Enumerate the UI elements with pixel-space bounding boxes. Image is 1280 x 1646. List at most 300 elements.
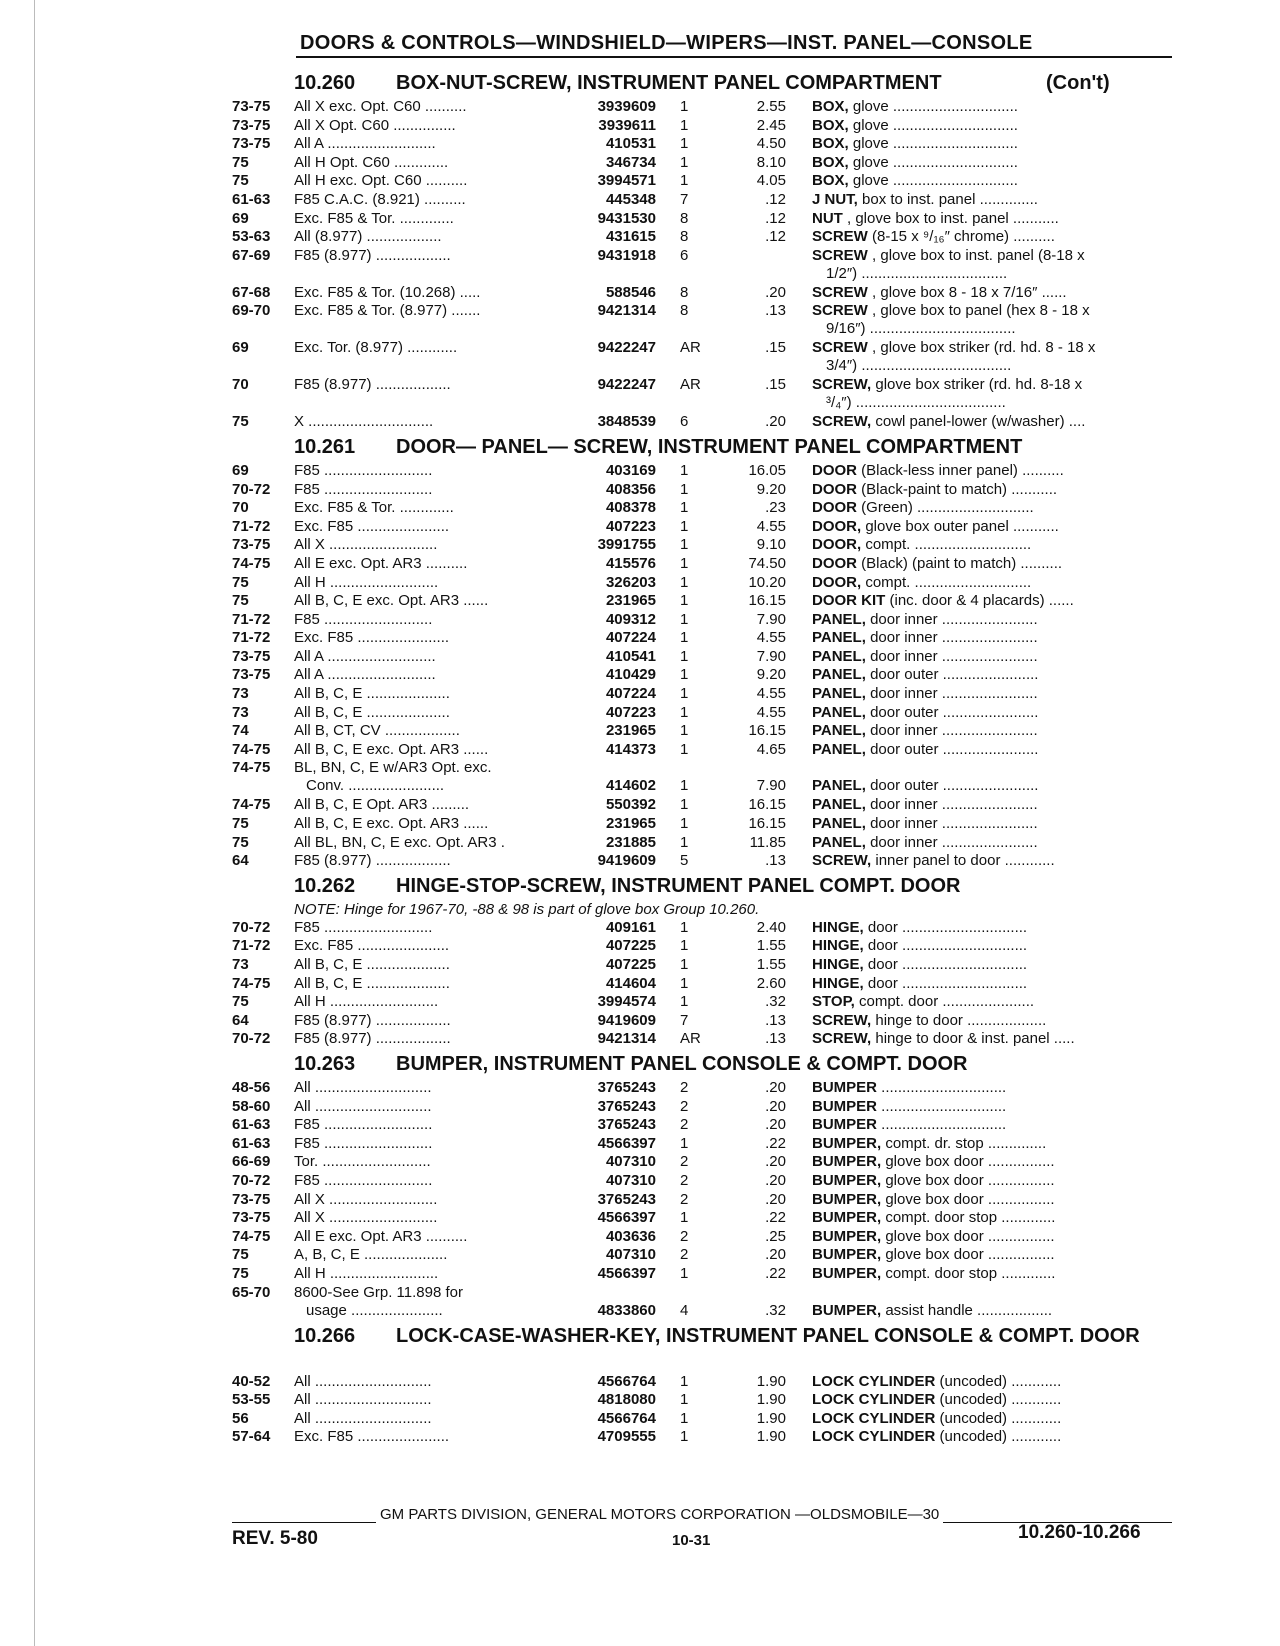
model-years: 74 (232, 722, 249, 740)
price: .12 (765, 209, 786, 227)
part-number: 4833860 (597, 1301, 656, 1319)
description (812, 499, 1172, 517)
part-number: 4566397 (597, 1134, 656, 1152)
part-number: 3939611 (598, 116, 656, 134)
description-head: SCREW (812, 246, 868, 264)
quantity: 2 (680, 1078, 689, 1096)
application: All (8.977) .................. (294, 228, 442, 246)
part-row (0, 611, 1280, 630)
description-text: compt. ............................ (861, 573, 1032, 591)
description (812, 1209, 1172, 1227)
description (812, 741, 1172, 759)
quantity: 1 (680, 777, 689, 795)
description-text: door .............................. (863, 956, 1028, 973)
application: All H Opt. C60 ............. (294, 153, 449, 171)
application: F85 C.A.C. (8.921) .......... (294, 190, 466, 208)
model-years: 70-72 (232, 1171, 271, 1189)
application: F85 (8.977) .................. (294, 1011, 451, 1029)
application: All B, C, E .................... (294, 956, 450, 973)
price: 7.90 (756, 610, 786, 628)
application: All ............................ (294, 1372, 432, 1390)
part-number: 407224 (605, 685, 656, 703)
part-row (0, 1116, 1280, 1135)
quantity: 1 (680, 1409, 689, 1427)
description-head: PANEL, (812, 722, 866, 740)
description-text: door inner ....................... (865, 610, 1038, 628)
application: F85 (8.977) .................. (294, 376, 451, 394)
section-title: BUMPER, INSTRUMENT PANEL CONSOLE & COMPT. DOOR (396, 1052, 968, 1075)
part-number: 9419609 (597, 1011, 656, 1029)
price: 4.55 (756, 517, 786, 535)
description (812, 937, 1172, 955)
application: All A .......................... (294, 647, 436, 665)
part-row (0, 796, 1280, 815)
description-head: LOCK CYLINDER (812, 1391, 936, 1409)
description (812, 1228, 1172, 1246)
model-years: 73-75 (232, 536, 271, 554)
description-text: (Black-less inner panel) .......... (857, 461, 1064, 479)
section-number: 10.261 (294, 435, 356, 458)
section-title: BOX-NUT-SCREW, INSTRUMENT PANEL COMPARTMENT (396, 72, 942, 94)
application: Exc. F85 & Tor. (10.268) ..... (294, 283, 481, 301)
description-head: LOCK CYLINDER (812, 1409, 936, 1427)
section-title: DOOR— PANEL— SCREW, INSTRUMENT PANEL COMPARTMENT (396, 435, 1023, 458)
description (812, 611, 1172, 629)
model-years: 61-63 (232, 1134, 271, 1152)
description (812, 592, 1172, 610)
application: All H exc. Opt. C60 .......... (294, 172, 468, 190)
part-number: 3991755 (597, 536, 656, 554)
description-text: glove box door ................ (881, 1246, 1055, 1264)
part-row (0, 191, 1280, 210)
description-head: NUT (812, 209, 843, 227)
description (812, 339, 1172, 357)
part-number: 588546 (605, 283, 656, 301)
part-row (0, 685, 1280, 704)
description (812, 1172, 1172, 1190)
part-row (0, 1228, 1280, 1247)
description-head: BOX, (812, 172, 849, 190)
application: F85 (8.977) .................. (294, 852, 451, 870)
description-continued: 1/2″) ................................... (826, 264, 1008, 282)
quantity: AR (680, 376, 701, 394)
quantity: 1 (680, 703, 689, 721)
model-years: 58-60 (232, 1097, 271, 1115)
description-text: door .............................. (863, 918, 1028, 936)
part-number: 9422247 (597, 339, 656, 357)
description-text: , glove box to inst. panel (8-18 x (867, 246, 1085, 264)
application: All A .......................... (294, 666, 436, 684)
quantity: 2 (680, 1171, 689, 1189)
price: 1.90 (756, 1409, 786, 1427)
price: .20 (765, 1153, 786, 1171)
price: .20 (765, 283, 786, 301)
description-text: cowl panel-lower (w/washer) .... (871, 413, 1086, 431)
model-years: 73 (232, 956, 249, 973)
price: 2.40 (756, 918, 786, 936)
quantity: 1 (680, 1209, 689, 1227)
description (812, 704, 1172, 722)
description (812, 481, 1172, 499)
part-number: 409312 (605, 610, 656, 628)
description-head: PANEL, (812, 740, 866, 758)
description-text: glove box door ................ (881, 1153, 1055, 1171)
part-row (0, 722, 1280, 741)
application: BL, BN, C, E w/AR3 Opt. exc. (294, 759, 492, 777)
description-text: glove .............................. (848, 135, 1018, 153)
price: .20 (765, 1116, 786, 1134)
description (812, 1012, 1172, 1030)
description (812, 574, 1172, 592)
application: All B, C, E .................... (294, 974, 450, 992)
model-years: 66-69 (232, 1153, 271, 1171)
model-years: 70-72 (232, 918, 271, 936)
description (812, 1098, 1172, 1116)
part-number: 4566764 (597, 1409, 656, 1427)
description-text: door outer ....................... (865, 777, 1039, 795)
price: .23 (765, 499, 786, 517)
section-note (0, 901, 1280, 919)
part-row (0, 1246, 1280, 1265)
part-row (0, 339, 1280, 376)
part-number: 3765243 (597, 1190, 656, 1208)
price: .20 (765, 1246, 786, 1264)
application: F85 (8.977) .................. (294, 1030, 451, 1048)
application: All ............................ (294, 1078, 432, 1096)
quantity: 1 (680, 98, 689, 115)
quantity: 1 (680, 629, 689, 647)
quantity: 1 (680, 1264, 689, 1282)
part-number: 3765243 (597, 1116, 656, 1134)
description-text: glove .............................. (848, 153, 1018, 171)
model-years: 74-75 (232, 554, 271, 572)
quantity: 2 (680, 1097, 689, 1115)
part-number: 231965 (605, 722, 656, 740)
description-head: DOOR (812, 554, 857, 572)
description (812, 284, 1172, 302)
price: 1.55 (756, 937, 786, 955)
description-head: BUMPER, (812, 1134, 882, 1152)
description (812, 1030, 1172, 1048)
part-number: 9419609 (597, 852, 656, 870)
description-text: (Black-paint to match) ........... (857, 480, 1058, 498)
model-years: 73-75 (232, 1190, 271, 1208)
quantity: 1 (680, 647, 689, 665)
quantity: 1 (680, 517, 689, 535)
part-row (0, 154, 1280, 173)
price: 16.15 (748, 815, 786, 833)
description (812, 413, 1172, 431)
price: .13 (765, 1011, 786, 1029)
description-head: SCREW (812, 302, 868, 320)
description-head: STOP, (812, 993, 855, 1011)
part-number: 3765243 (597, 1078, 656, 1096)
price: 11.85 (749, 833, 786, 851)
description-head: PANEL, (812, 703, 866, 721)
description-text: glove .............................. (848, 98, 1018, 115)
quantity: 8 (680, 209, 689, 227)
price: .13 (765, 302, 786, 320)
section-header (0, 70, 1280, 98)
description-head: PANEL, (812, 685, 866, 703)
price: 2.60 (756, 974, 786, 992)
model-years: 73-75 (232, 666, 271, 684)
quantity: 1 (680, 918, 689, 936)
quantity: 8 (680, 228, 689, 246)
quantity: 1 (680, 480, 689, 498)
quantity: 6 (680, 246, 689, 264)
catalog-section (0, 1323, 1280, 1447)
quantity: 1 (680, 135, 689, 153)
price: .32 (765, 993, 786, 1011)
price: .15 (765, 339, 786, 357)
quantity: 8 (680, 283, 689, 301)
description-head: PANEL, (812, 647, 866, 665)
description (812, 1410, 1172, 1428)
description (812, 117, 1172, 135)
part-row (0, 518, 1280, 537)
model-years: 75 (232, 172, 249, 190)
part-number: 231965 (605, 592, 656, 610)
description-head: DOOR (812, 499, 857, 517)
description (812, 462, 1172, 480)
part-row (0, 956, 1280, 975)
model-years: 71-72 (232, 517, 271, 535)
part-row (0, 1284, 1280, 1321)
part-number: 550392 (605, 796, 656, 814)
description (812, 919, 1172, 937)
description-text: door inner ....................... (865, 685, 1038, 703)
model-years: 40-52 (232, 1372, 271, 1390)
part-number: 4566764 (597, 1372, 656, 1390)
description (812, 629, 1172, 647)
price: 4.55 (756, 629, 786, 647)
part-number: 407223 (605, 517, 656, 535)
quantity: 1 (680, 666, 689, 684)
application: All A .......................... (294, 135, 436, 153)
description-head: BUMPER, (812, 1246, 882, 1264)
description-continued: 3/4″) .................................... (826, 357, 1012, 375)
price: 2.45 (756, 116, 786, 134)
description (812, 796, 1172, 814)
section-continued: (Con't) (1046, 72, 1110, 94)
description-text: , glove box striker (rd. hd. 8 - 18 x (867, 339, 1096, 357)
part-number: 414604 (605, 974, 656, 992)
description-text: door inner ....................... (865, 647, 1038, 665)
quantity: 1 (680, 1428, 689, 1446)
description-text: , glove box to inst. panel ........... (842, 209, 1059, 227)
quantity: 7 (680, 190, 689, 208)
part-row (0, 1209, 1280, 1228)
description-text: glove .............................. (848, 172, 1018, 190)
part-row (0, 648, 1280, 667)
quantity: 1 (680, 172, 689, 190)
price: 7.90 (756, 777, 786, 795)
model-years: 67-68 (232, 283, 271, 301)
model-years: 64 (232, 852, 249, 870)
part-number: 3994574 (597, 993, 656, 1011)
description-text: compt. dr. stop .............. (881, 1134, 1047, 1152)
part-row (0, 1410, 1280, 1429)
model-years: 65-70 (232, 1283, 271, 1301)
application: F85 .......................... (294, 461, 433, 479)
section-number: 10.263 (294, 1052, 356, 1075)
description (812, 975, 1172, 993)
description (812, 1116, 1172, 1134)
description-head: HINGE, (812, 918, 864, 936)
description (812, 376, 1172, 394)
part-row (0, 376, 1280, 413)
part-number: 4566397 (597, 1264, 656, 1282)
footer-revision: REV. 5-80 (232, 1528, 318, 1549)
part-row (0, 834, 1280, 853)
description-head: DOOR, (812, 573, 862, 591)
model-years: 69 (232, 209, 249, 227)
part-number: 346734 (605, 153, 656, 171)
model-years: 75 (232, 153, 249, 171)
description (812, 852, 1172, 870)
description (812, 302, 1172, 320)
part-row (0, 1079, 1280, 1098)
description (812, 555, 1172, 573)
part-number: 9422247 (597, 376, 656, 394)
price: 9.20 (756, 666, 786, 684)
quantity: 1 (680, 796, 689, 814)
quantity: 5 (680, 852, 689, 870)
price: .12 (765, 190, 786, 208)
description (812, 956, 1172, 974)
description-text: compt. ............................ (861, 536, 1032, 554)
application: Exc. F85 ...................... (294, 1428, 450, 1446)
description-head: PANEL, (812, 610, 866, 628)
description-text: door inner ....................... (865, 833, 1038, 851)
description-text: (Green) ............................ (857, 499, 1034, 517)
description-head: LOCK CYLINDER (812, 1372, 936, 1390)
price: .32 (765, 1301, 786, 1319)
description-head: SCREW (812, 283, 868, 301)
part-row (0, 413, 1280, 432)
application-continued: Conv. ....................... (306, 777, 445, 795)
description (812, 1265, 1172, 1283)
part-row (0, 228, 1280, 247)
description-head: BUMPER, (812, 1301, 882, 1319)
application: Exc. F85 ...................... (294, 629, 450, 647)
model-years: 71-72 (232, 937, 271, 955)
model-years: 75 (232, 592, 249, 610)
part-number: 407310 (605, 1153, 656, 1171)
part-row (0, 666, 1280, 685)
application: All B, C, E exc. Opt. AR3 ...... (294, 592, 489, 610)
part-number: 410541 (605, 647, 656, 665)
price: 1.90 (756, 1372, 786, 1390)
price: 16.15 (748, 722, 786, 740)
price: 16.15 (748, 592, 786, 610)
description-text: glove box door ................ (881, 1227, 1055, 1245)
application: F85 .......................... (294, 610, 433, 628)
quantity: AR (680, 339, 701, 357)
section-header (0, 434, 1280, 462)
quantity: 1 (680, 610, 689, 628)
application: F85 .......................... (294, 1116, 433, 1134)
description (812, 815, 1172, 833)
description-text: hinge to door & inst. panel ..... (871, 1030, 1075, 1048)
model-years: 57-64 (232, 1428, 271, 1446)
quantity: 1 (680, 993, 689, 1011)
part-row (0, 937, 1280, 956)
catalog-section (0, 1051, 1280, 1321)
price: .20 (765, 413, 786, 431)
footer-page-number: 10-31 (672, 1532, 711, 1549)
part-row (0, 852, 1280, 871)
part-row (0, 1098, 1280, 1117)
model-years: 69-70 (232, 302, 271, 320)
application: All E exc. Opt. AR3 .......... (294, 1227, 468, 1245)
price: 74.50 (748, 554, 786, 572)
application: All B, C, E .................... (294, 703, 450, 721)
application: Exc. F85 ...................... (294, 517, 450, 535)
part-number: 408378 (605, 499, 656, 517)
quantity: 1 (680, 722, 689, 740)
price: 7.90 (756, 647, 786, 665)
part-row (0, 117, 1280, 136)
price: .22 (765, 1134, 786, 1152)
application: All B, C, E exc. Opt. AR3 ...... (294, 815, 489, 833)
model-years: 56 (232, 1409, 249, 1427)
part-number: 9421314 (597, 302, 656, 320)
quantity: 1 (680, 116, 689, 134)
model-years: 48-56 (232, 1078, 271, 1096)
part-row (0, 919, 1280, 938)
description-head: PANEL, (812, 666, 866, 684)
part-number: 407225 (605, 937, 656, 955)
model-years: 73-75 (232, 647, 271, 665)
application: All X .......................... (294, 536, 438, 554)
description-head: HINGE, (812, 974, 864, 992)
part-row (0, 1030, 1280, 1049)
part-number: 403636 (605, 1227, 656, 1245)
description (812, 1191, 1172, 1209)
description-head: SCREW (812, 339, 868, 357)
model-years: 71-72 (232, 629, 271, 647)
part-number: 3848539 (597, 413, 656, 431)
part-row (0, 1373, 1280, 1392)
part-number: 3994571 (597, 172, 656, 190)
part-row (0, 704, 1280, 723)
part-row (0, 574, 1280, 593)
catalog-section (0, 434, 1280, 871)
part-number: 4566397 (597, 1209, 656, 1227)
application: All ............................ (294, 1391, 432, 1409)
model-years: 53-55 (232, 1391, 271, 1409)
description (812, 722, 1172, 740)
application: All X .......................... (294, 1190, 438, 1208)
part-number: 407224 (605, 629, 656, 647)
price: 4.50 (756, 135, 786, 153)
description-head: BUMPER (812, 1116, 878, 1134)
application: A, B, C, E .................... (294, 1246, 448, 1264)
price: .20 (765, 1190, 786, 1208)
price: 4.65 (756, 740, 786, 758)
description (812, 98, 1172, 116)
description-text: glove box striker (rd. hd. 8-18 x (871, 376, 1083, 394)
price: .12 (765, 228, 786, 246)
quantity: AR (680, 1030, 701, 1048)
part-row (0, 1012, 1280, 1031)
price: 16.15 (748, 796, 786, 814)
part-row (0, 536, 1280, 555)
part-row (0, 499, 1280, 518)
note-text: NOTE: Hinge for 1967-70, -88 & 98 is part of glove box Group 10.260. (294, 900, 760, 918)
